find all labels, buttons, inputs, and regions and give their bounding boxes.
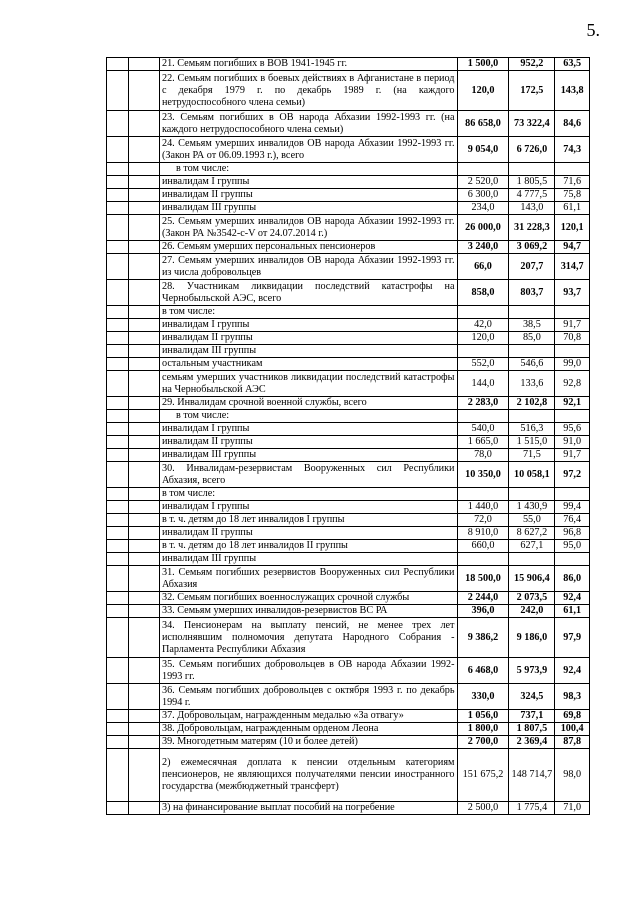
blank-cell-2 [129, 189, 160, 202]
actual-value: 1 515,0 [509, 436, 555, 449]
actual-value: 31 228,3 [509, 215, 555, 241]
blank-cell-1 [107, 566, 129, 592]
row-label: инвалидам I группы [159, 176, 457, 189]
table-row [107, 397, 590, 410]
actual-value: 6 726,0 [509, 137, 555, 163]
actual-value: 10 058,1 [509, 462, 555, 488]
blank-cell-1 [107, 345, 129, 358]
plan-value: 2 500,0 [457, 802, 509, 815]
blank-cell-2 [129, 71, 160, 111]
actual-value: 242,0 [509, 605, 555, 618]
plan-value: 9 386,2 [457, 618, 509, 658]
row-label: инвалидам III группы [159, 553, 457, 566]
percent-value [555, 488, 590, 501]
blank-cell-2 [129, 137, 160, 163]
table-row [107, 189, 590, 202]
actual-value: 15 906,4 [509, 566, 555, 592]
table-row [107, 176, 590, 189]
percent-value: 95,6 [555, 423, 590, 436]
table-row [107, 566, 590, 592]
table-row [107, 345, 590, 358]
row-label: инвалидам II группы [159, 332, 457, 345]
table-row [107, 488, 590, 501]
plan-value: 9 054,0 [457, 137, 509, 163]
blank-cell-2 [129, 592, 160, 605]
actual-value: 2 073,5 [509, 592, 555, 605]
table-row [107, 658, 590, 684]
percent-value: 71,6 [555, 176, 590, 189]
blank-cell-2 [129, 111, 160, 137]
plan-value: 18 500,0 [457, 566, 509, 592]
plan-value: 120,0 [457, 71, 509, 111]
blank-cell-2 [129, 710, 160, 723]
actual-value: 1 430,9 [509, 501, 555, 514]
row-label: 23. Семьям погибших в ОВ народа Абхазии 1992-1993 гг. (на каждого нетрудоспособного члена семьи) [159, 111, 457, 137]
row-label: 36. Семьям погибших добровольцев с октября 1993 г. по декабрь 1994 г. [159, 684, 457, 710]
row-label: 39. Многодетным матерям (10 и более детей) [159, 736, 457, 749]
plan-value: 660,0 [457, 540, 509, 553]
blank-cell-2 [129, 462, 160, 488]
table-row [107, 111, 590, 137]
row-label: 30. Инвалидам-резервистам Вооруженных сил Республики Абхазия, всего [159, 462, 457, 488]
percent-value [555, 553, 590, 566]
blank-cell-2 [129, 566, 160, 592]
blank-cell-2 [129, 397, 160, 410]
blank-cell-2 [129, 410, 160, 423]
budget-table-body [107, 58, 590, 815]
plan-value: 2 520,0 [457, 176, 509, 189]
plan-value [457, 553, 509, 566]
table-row [107, 306, 590, 319]
plan-value: 72,0 [457, 514, 509, 527]
blank-cell-2 [129, 423, 160, 436]
blank-cell-2 [129, 684, 160, 710]
blank-cell-1 [107, 514, 129, 527]
plan-value: 858,0 [457, 280, 509, 306]
blank-cell-1 [107, 254, 129, 280]
percent-value: 91,7 [555, 449, 590, 462]
plan-value: 1 056,0 [457, 710, 509, 723]
blank-cell-1 [107, 371, 129, 397]
blank-cell-1 [107, 280, 129, 306]
percent-value: 69,8 [555, 710, 590, 723]
actual-value: 73 322,4 [509, 111, 555, 137]
plan-value: 552,0 [457, 358, 509, 371]
plan-value: 2 244,0 [457, 592, 509, 605]
actual-value: 546,6 [509, 358, 555, 371]
row-label: семьям умерших участников ликвидации последствий катастрофы на Чернобыльской АЭС [159, 371, 457, 397]
percent-value [555, 410, 590, 423]
percent-value: 87,8 [555, 736, 590, 749]
table-row [107, 749, 590, 802]
blank-cell-2 [129, 241, 160, 254]
blank-cell-1 [107, 58, 129, 71]
blank-cell-2 [129, 358, 160, 371]
actual-value: 71,5 [509, 449, 555, 462]
row-label: 35. Семьям погибших добровольцев в ОВ народа Абхазии 1992-1993 гг. [159, 658, 457, 684]
percent-value: 84,6 [555, 111, 590, 137]
percent-value: 92,4 [555, 658, 590, 684]
blank-cell-1 [107, 241, 129, 254]
blank-cell-1 [107, 488, 129, 501]
blank-cell-1 [107, 189, 129, 202]
percent-value: 143,8 [555, 71, 590, 111]
actual-value: 133,6 [509, 371, 555, 397]
percent-value: 98,3 [555, 684, 590, 710]
percent-value [555, 306, 590, 319]
table-row [107, 280, 590, 306]
table-row [107, 137, 590, 163]
blank-cell-1 [107, 202, 129, 215]
percent-value [555, 163, 590, 176]
table-row [107, 684, 590, 710]
table-row [107, 254, 590, 280]
plan-value: 86 658,0 [457, 111, 509, 137]
plan-value: 3 240,0 [457, 241, 509, 254]
row-label: в т. ч. детям до 18 лет инвалидов I группы [159, 514, 457, 527]
row-label: инвалидам I группы [159, 319, 457, 332]
blank-cell-2 [129, 540, 160, 553]
plan-value: 540,0 [457, 423, 509, 436]
row-label: 24. Семьям умерших инвалидов ОВ народа Абхазии 1992-1993 гг. (Закон РА от 06.09.1993 г.), всего [159, 137, 457, 163]
blank-cell-2 [129, 254, 160, 280]
percent-value: 96,8 [555, 527, 590, 540]
blank-cell-1 [107, 319, 129, 332]
percent-value: 86,0 [555, 566, 590, 592]
blank-cell-1 [107, 618, 129, 658]
row-label: 28. Участникам ликвидации последствий катастрофы на Чернобыльской АЭС, всего [159, 280, 457, 306]
plan-value: 330,0 [457, 684, 509, 710]
actual-value: 803,7 [509, 280, 555, 306]
table-row [107, 553, 590, 566]
percent-value: 92,4 [555, 592, 590, 605]
plan-value [457, 306, 509, 319]
blank-cell-2 [129, 202, 160, 215]
percent-value: 100,4 [555, 723, 590, 736]
actual-value: 627,1 [509, 540, 555, 553]
row-label: инвалидам II группы [159, 527, 457, 540]
row-label: в том числе: [159, 488, 457, 501]
row-label: инвалидам III группы [159, 345, 457, 358]
blank-cell-1 [107, 358, 129, 371]
blank-cell-2 [129, 215, 160, 241]
plan-value: 144,0 [457, 371, 509, 397]
blank-cell-2 [129, 436, 160, 449]
actual-value: 3 069,2 [509, 241, 555, 254]
plan-value: 1 800,0 [457, 723, 509, 736]
percent-value: 95,0 [555, 540, 590, 553]
percent-value: 120,1 [555, 215, 590, 241]
blank-cell-2 [129, 749, 160, 802]
table-row [107, 163, 590, 176]
percent-value: 70,8 [555, 332, 590, 345]
blank-cell-2 [129, 163, 160, 176]
table-row [107, 241, 590, 254]
plan-value: 6 300,0 [457, 189, 509, 202]
blank-cell-2 [129, 449, 160, 462]
percent-value: 91,0 [555, 436, 590, 449]
blank-cell-1 [107, 605, 129, 618]
percent-value: 92,1 [555, 397, 590, 410]
budget-table [106, 57, 590, 815]
table-row [107, 802, 590, 815]
table-row [107, 592, 590, 605]
percent-value: 76,4 [555, 514, 590, 527]
plan-value [457, 345, 509, 358]
percent-value: 99,4 [555, 501, 590, 514]
actual-value [509, 345, 555, 358]
page-number: 5. [586, 20, 600, 40]
row-label: инвалидам III группы [159, 449, 457, 462]
plan-value: 10 350,0 [457, 462, 509, 488]
plan-value: 1 440,0 [457, 501, 509, 514]
row-label: инвалидам II группы [159, 436, 457, 449]
blank-cell-1 [107, 306, 129, 319]
table-row [107, 527, 590, 540]
actual-value: 324,5 [509, 684, 555, 710]
row-label: инвалидам II группы [159, 189, 457, 202]
row-label: в том числе: [159, 163, 457, 176]
table-row [107, 358, 590, 371]
blank-cell-1 [107, 449, 129, 462]
plan-value [457, 410, 509, 423]
table-row [107, 332, 590, 345]
plan-value: 1 500,0 [457, 58, 509, 71]
blank-cell-2 [129, 332, 160, 345]
percent-value: 99,0 [555, 358, 590, 371]
plan-value: 1 665,0 [457, 436, 509, 449]
blank-cell-2 [129, 280, 160, 306]
actual-value: 1 807,5 [509, 723, 555, 736]
percent-value: 97,9 [555, 618, 590, 658]
blank-cell-2 [129, 306, 160, 319]
blank-cell-1 [107, 527, 129, 540]
percent-value: 94,7 [555, 241, 590, 254]
blank-cell-1 [107, 684, 129, 710]
row-label: 32. Семьям погибших военнослужащих срочной службы [159, 592, 457, 605]
blank-cell-1 [107, 397, 129, 410]
row-label: 26. Семьям умерших персональных пенсионеров [159, 241, 457, 254]
blank-cell-1 [107, 749, 129, 802]
actual-value [509, 553, 555, 566]
percent-value: 75,8 [555, 189, 590, 202]
row-label: 3) на финансирование выплат пособий на погребение [159, 802, 457, 815]
row-label: 27. Семьям умерших инвалидов ОВ народа Абхазии 1992-1993 гг. из числа добровольцев [159, 254, 457, 280]
actual-value: 172,5 [509, 71, 555, 111]
actual-value: 8 627,2 [509, 527, 555, 540]
blank-cell-1 [107, 71, 129, 111]
table-row [107, 215, 590, 241]
percent-value: 74,3 [555, 137, 590, 163]
actual-value: 737,1 [509, 710, 555, 723]
actual-value: 952,2 [509, 58, 555, 71]
actual-value [509, 163, 555, 176]
blank-cell-2 [129, 501, 160, 514]
actual-value: 9 186,0 [509, 618, 555, 658]
plan-value: 151 675,2 [457, 749, 509, 802]
blank-cell-1 [107, 658, 129, 684]
plan-value: 78,0 [457, 449, 509, 462]
table-row [107, 436, 590, 449]
table-row [107, 605, 590, 618]
row-label: остальным участникам [159, 358, 457, 371]
blank-cell-2 [129, 723, 160, 736]
blank-cell-1 [107, 410, 129, 423]
blank-cell-2 [129, 658, 160, 684]
table-row [107, 710, 590, 723]
actual-value: 38,5 [509, 319, 555, 332]
actual-value: 55,0 [509, 514, 555, 527]
table-row [107, 71, 590, 111]
blank-cell-2 [129, 58, 160, 71]
plan-value: 2 283,0 [457, 397, 509, 410]
row-label: 33. Семьям умерших инвалидов-резервистов ВС РА [159, 605, 457, 618]
row-label: в т. ч. детям до 18 лет инвалидов II группы [159, 540, 457, 553]
plan-value: 6 468,0 [457, 658, 509, 684]
blank-cell-2 [129, 345, 160, 358]
blank-cell-2 [129, 319, 160, 332]
blank-cell-2 [129, 488, 160, 501]
blank-cell-2 [129, 514, 160, 527]
table-row [107, 423, 590, 436]
blank-cell-1 [107, 111, 129, 137]
blank-cell-2 [129, 736, 160, 749]
blank-cell-1 [107, 176, 129, 189]
percent-value: 97,2 [555, 462, 590, 488]
actual-value: 2 102,8 [509, 397, 555, 410]
percent-value: 63,5 [555, 58, 590, 71]
actual-value: 85,0 [509, 332, 555, 345]
plan-value: 120,0 [457, 332, 509, 345]
actual-value: 2 369,4 [509, 736, 555, 749]
actual-value [509, 488, 555, 501]
table-row [107, 514, 590, 527]
actual-value [509, 306, 555, 319]
blank-cell-1 [107, 332, 129, 345]
percent-value: 93,7 [555, 280, 590, 306]
row-label: 21. Семьям погибших в ВОВ 1941-1945 гг. [159, 58, 457, 71]
percent-value: 61,1 [555, 605, 590, 618]
blank-cell-1 [107, 423, 129, 436]
blank-cell-1 [107, 553, 129, 566]
row-label: в том числе: [159, 306, 457, 319]
actual-value: 143,0 [509, 202, 555, 215]
row-label: 25. Семьям умерших инвалидов ОВ народа Абхазии 1992-1993 гг. (Закон РА №3542-с-V от 24.07.2014 г.) [159, 215, 457, 241]
table-row [107, 736, 590, 749]
blank-cell-1 [107, 462, 129, 488]
blank-cell-2 [129, 605, 160, 618]
row-label: 22. Семьям погибших в боевых действиях в Афганистане в период с декабря 1979 г. по декабрь 1989 г. (на каждого нетрудоспособного члена семьи) [159, 71, 457, 111]
blank-cell-2 [129, 553, 160, 566]
plan-value: 66,0 [457, 254, 509, 280]
table-row [107, 462, 590, 488]
row-label: инвалидам I группы [159, 501, 457, 514]
blank-cell-2 [129, 176, 160, 189]
blank-cell-1 [107, 215, 129, 241]
actual-value: 4 777,5 [509, 189, 555, 202]
table-row [107, 58, 590, 71]
blank-cell-1 [107, 436, 129, 449]
blank-cell-1 [107, 540, 129, 553]
actual-value [509, 410, 555, 423]
table-row [107, 540, 590, 553]
percent-value: 92,8 [555, 371, 590, 397]
percent-value: 71,0 [555, 802, 590, 815]
row-label: 38. Добровольцам, награжденным орденом Леона [159, 723, 457, 736]
blank-cell-1 [107, 802, 129, 815]
row-label: инвалидам I группы [159, 423, 457, 436]
table-row [107, 319, 590, 332]
percent-value: 61,1 [555, 202, 590, 215]
actual-value: 148 714,7 [509, 749, 555, 802]
table-row [107, 371, 590, 397]
actual-value: 5 973,9 [509, 658, 555, 684]
percent-value: 98,0 [555, 749, 590, 802]
plan-value: 8 910,0 [457, 527, 509, 540]
plan-value: 2 700,0 [457, 736, 509, 749]
blank-cell-2 [129, 802, 160, 815]
actual-value: 1 775,4 [509, 802, 555, 815]
plan-value [457, 163, 509, 176]
blank-cell-1 [107, 137, 129, 163]
table-row [107, 202, 590, 215]
blank-cell-1 [107, 710, 129, 723]
row-label: 34. Пенсионерам на выплату пенсий, не менее трех лет исполнявшим полномочия депутата Народного Собрания - Парламента Республики Абхазия [159, 618, 457, 658]
plan-value: 26 000,0 [457, 215, 509, 241]
blank-cell-1 [107, 736, 129, 749]
blank-cell-2 [129, 618, 160, 658]
row-label: инвалидам III группы [159, 202, 457, 215]
blank-cell-1 [107, 592, 129, 605]
blank-cell-1 [107, 163, 129, 176]
table-row [107, 618, 590, 658]
plan-value [457, 488, 509, 501]
row-label: 29. Инвалидам срочной военной службы, всего [159, 397, 457, 410]
row-label: 31. Семьям погибших резервистов Вооруженных сил Республики Абхазия [159, 566, 457, 592]
row-label: в том числе: [159, 410, 457, 423]
actual-value: 207,7 [509, 254, 555, 280]
plan-value: 42,0 [457, 319, 509, 332]
blank-cell-2 [129, 371, 160, 397]
blank-cell-2 [129, 527, 160, 540]
plan-value: 396,0 [457, 605, 509, 618]
row-label: 2) ежемесячная доплата к пенсии отдельным категориям пенсионеров, не являющихся получателями пенсии иностранного государства (межбюджетный трансферт) [159, 749, 457, 802]
percent-value [555, 345, 590, 358]
table-row [107, 723, 590, 736]
table-row [107, 410, 590, 423]
actual-value: 1 805,5 [509, 176, 555, 189]
table-row [107, 501, 590, 514]
actual-value: 516,3 [509, 423, 555, 436]
blank-cell-1 [107, 723, 129, 736]
blank-cell-1 [107, 501, 129, 514]
row-label: 37. Добровольцам, награжденным медалью «За отвагу» [159, 710, 457, 723]
table-row [107, 449, 590, 462]
plan-value: 234,0 [457, 202, 509, 215]
percent-value: 314,7 [555, 254, 590, 280]
percent-value: 91,7 [555, 319, 590, 332]
